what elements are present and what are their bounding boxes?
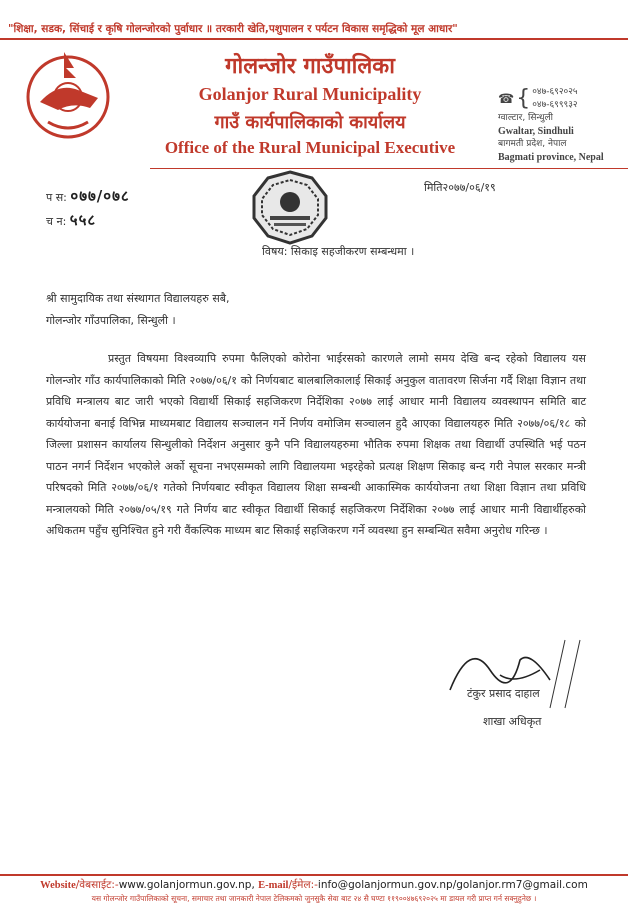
cn-label: च न: [46,215,67,228]
subject-line: विषय: सिकाइ सहजीकरण सम्बन्धमा । [262,245,415,258]
email-label: E-mail [258,880,289,891]
header-rule [0,38,628,40]
ps-value: ०७७/०७८ [70,187,130,205]
footer-contacts [0,878,628,892]
address-en: Gwaltar, Sindhuli [498,126,574,137]
brace: { [516,86,531,111]
cn-value: ५५८ [69,211,97,229]
municipality-title-en: Golanjor Rural Municipality [198,84,422,104]
province-en: Bagmati province, Nepal [498,152,604,163]
slogan: "शिक्षा, सडक, सिंचाई र कृषि गोलन्जोरको पुर्वाधार ॥ तरकारी खेति,पशुपालन र पर्यटन विकास समृद्धिको मूल आधार" [8,23,458,35]
ps-row [46,186,130,206]
ps-label: प स: [46,191,67,204]
province-np: बागमती प्रदेश, नेपाल [498,139,567,149]
cn-row [46,210,96,230]
letter-body: प्रस्तुत विषयमा विश्वव्यापि रुपमा फैलिएको कोरोना भाईरसको कारणले लामो समय देखि बन्द रहेको विद्यालय यस गोलन्जोर गाँउ कार्यपालिकाको मिति २०७७/०६/१ को निर्णयबाट बालबालिकालाई सिकाई अनुकुल वातावरण सिर्जना गर्दै शिक्षा विज्ञान तथा प्रविधि मन्त्रालय बाट जारी भएको विद्यार्थी सिकाई सहजिकरण निर्देशिका २०७७ लाई आधार मानी विद्यालय व्यवस्थापन समिति बाट कार्ययोजना बनाई विभिन्न माध्यमबाट विद्यालय सञ्चालन गर्ने निर्णय वमोजिम सञ्चालन हुदै आएका विद्यालयहरु मिति २०७७/०६/१८ को जिल्ला प्रशासन कार्यालय सिन्धुलीको निर्देशन अनुसार कुनै पनि विद्यालयहरुमा भौतिक रुपमा शिक्षक तथा विद्यार्थी उपस्थिति भई पठन पाठन नगर्न निर्देशन भएकोले अर्को सूचना नभएसम्मको लागि विद्यालयमा भइरहेको प्रत्यक्ष शिक्षण सिकाइ बन्द गरी नेपाल सरकार मन्त्री परिषदको मिति २०७७/०६/१ गतेको निर्णयबाट स्वीकृत विद्यालय शिक्षा सम्बन्धी आकास्मिक कार्ययोजना तथा शिक्षा विज्ञान तथा प्रविधि मन्त्रालयको मिति २०७७/०५/१९ गते निर्णय बाट स्वीकृत विद्यार्थी सिकाई सहजिकरण निर्देशिका २०७७ लाई आधार मानी विद्यार्थीहरुको अधिकतम पहुँच सुनिश्चित हुने गरी वैंकल्पिक माध्यम बाट सिकाई सहजिकरण गर्ने व्यवस्था हुन सम्बन्धित सवैमा अनुरोध गरिन्छ । [46,352,586,537]
email-label-np: /ईमेल:- [288,879,318,891]
header-rule-mid [150,168,628,169]
signatory-role: शाखा अधिकृत [483,715,542,728]
office-title-en: Office of the Rural Municipal Executive [164,138,456,157]
footer-rule [0,874,628,876]
phone-icon: ☎ [498,91,515,107]
office-stamp-icon [250,170,330,245]
phone-row [498,86,622,112]
letter-date: मिति२०७७/०६/१९ [424,181,496,194]
address-np: ग्वाल्टार, सिन्धुली [498,113,553,123]
addressee-line-1: श्री सामुदायिक तथा संस्थागत विद्यालयहरु सबै, [46,292,230,305]
phone-2: ०४७-६९९९३२ [532,100,578,110]
signatory-name: टंकुर प्रसाद दाहाल [467,687,540,700]
nepal-emblem-icon [18,42,118,142]
contact-block [498,86,622,164]
office-title-np: गाउँ कार्यपालिकाको कार्यालय [214,112,406,133]
website-label: Website [40,880,76,891]
addressee-line-2: गोलन्जोर गाँउपालिका, सिन्धुली । [46,314,176,327]
municipality-title-np: गोलन्जोर गाउँपालिका [225,54,395,79]
phone-1: ०४७-६९२०२५ [532,87,578,97]
email-link[interactable]: info@golanjormun.gov.np/golanjor.rm7@gmail.com [317,879,588,891]
website-label-np: /वेबसाईट:- [75,879,119,891]
footer-note: यस गोलन्जोर गाउँपालिकाको सूचना, समाचार तथा जानकारी नेपाल टेलिकमको जुनसुकै सेवा बाट २४ सै घण्टा ११९००४७६९२०२५ मा डायल गरी प्राप्त गर्न सक्नुहुनेछ । [91,894,537,903]
website-link[interactable]: www.golanjormun.gov.np, [118,879,255,891]
